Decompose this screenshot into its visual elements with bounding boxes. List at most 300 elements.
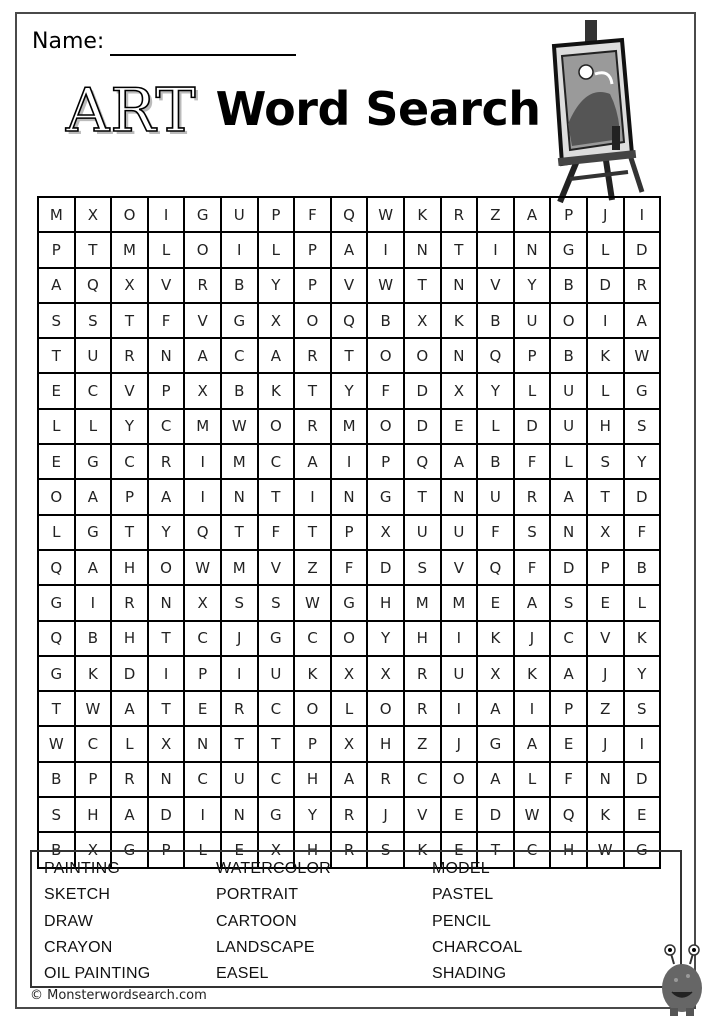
grid-cell[interactable]: N: [588, 763, 625, 798]
grid-cell[interactable]: Z: [405, 727, 442, 762]
grid-cell[interactable]: F: [332, 551, 369, 586]
grid-cell[interactable]: T: [259, 727, 296, 762]
grid-cell[interactable]: A: [185, 339, 222, 374]
grid-cell[interactable]: L: [515, 763, 552, 798]
grid-cell[interactable]: K: [478, 622, 515, 657]
grid-cell[interactable]: A: [149, 480, 186, 515]
grid-cell[interactable]: Q: [76, 269, 113, 304]
grid-cell[interactable]: E: [478, 586, 515, 621]
grid-cell[interactable]: F: [551, 763, 588, 798]
grid-cell[interactable]: A: [112, 692, 149, 727]
grid-cell[interactable]: D: [368, 551, 405, 586]
grid-cell[interactable]: I: [149, 657, 186, 692]
grid-cell[interactable]: K: [405, 833, 442, 868]
grid-cell[interactable]: Y: [112, 410, 149, 445]
grid-cell[interactable]: D: [478, 798, 515, 833]
grid-cell[interactable]: R: [625, 269, 662, 304]
grid-cell[interactable]: R: [149, 445, 186, 480]
grid-cell[interactable]: B: [76, 622, 113, 657]
grid-cell[interactable]: W: [185, 551, 222, 586]
grid-cell[interactable]: I: [478, 233, 515, 268]
grid-cell[interactable]: V: [442, 551, 479, 586]
grid-cell[interactable]: O: [551, 304, 588, 339]
grid-cell[interactable]: S: [588, 445, 625, 480]
grid-cell[interactable]: D: [551, 551, 588, 586]
grid-cell[interactable]: K: [295, 657, 332, 692]
grid-cell[interactable]: L: [588, 233, 625, 268]
grid-cell[interactable]: J: [588, 657, 625, 692]
grid-cell[interactable]: N: [442, 269, 479, 304]
grid-cell[interactable]: S: [515, 516, 552, 551]
grid-cell[interactable]: T: [405, 480, 442, 515]
grid-cell[interactable]: C: [222, 339, 259, 374]
grid-cell[interactable]: D: [625, 763, 662, 798]
grid-cell[interactable]: E: [442, 798, 479, 833]
grid-cell[interactable]: X: [442, 374, 479, 409]
grid-cell[interactable]: Q: [551, 798, 588, 833]
grid-cell[interactable]: Q: [478, 551, 515, 586]
grid-cell[interactable]: U: [515, 304, 552, 339]
grid-cell[interactable]: I: [185, 445, 222, 480]
grid-cell[interactable]: Y: [625, 445, 662, 480]
grid-cell[interactable]: A: [625, 304, 662, 339]
grid-cell[interactable]: Y: [259, 269, 296, 304]
grid-cell[interactable]: P: [588, 551, 625, 586]
grid-cell[interactable]: I: [625, 198, 662, 233]
grid-cell[interactable]: V: [332, 269, 369, 304]
grid-cell[interactable]: H: [76, 798, 113, 833]
grid-cell[interactable]: E: [442, 410, 479, 445]
grid-cell[interactable]: Y: [332, 374, 369, 409]
grid-cell[interactable]: L: [625, 586, 662, 621]
grid-cell[interactable]: K: [625, 622, 662, 657]
grid-cell[interactable]: R: [295, 410, 332, 445]
grid-cell[interactable]: H: [295, 833, 332, 868]
grid-cell[interactable]: L: [39, 410, 76, 445]
grid-cell[interactable]: R: [442, 198, 479, 233]
grid-cell[interactable]: G: [76, 516, 113, 551]
grid-cell[interactable]: G: [478, 727, 515, 762]
grid-cell[interactable]: P: [551, 198, 588, 233]
grid-cell[interactable]: U: [478, 480, 515, 515]
grid-cell[interactable]: B: [625, 551, 662, 586]
grid-cell[interactable]: K: [76, 657, 113, 692]
grid-cell[interactable]: X: [259, 833, 296, 868]
grid-cell[interactable]: L: [112, 727, 149, 762]
grid-cell[interactable]: O: [39, 480, 76, 515]
grid-cell[interactable]: K: [588, 339, 625, 374]
grid-cell[interactable]: S: [625, 410, 662, 445]
grid-cell[interactable]: G: [551, 233, 588, 268]
grid-cell[interactable]: W: [625, 339, 662, 374]
grid-cell[interactable]: L: [259, 233, 296, 268]
grid-cell[interactable]: S: [625, 692, 662, 727]
grid-cell[interactable]: R: [222, 692, 259, 727]
grid-cell[interactable]: W: [515, 798, 552, 833]
grid-cell[interactable]: X: [478, 657, 515, 692]
grid-cell[interactable]: S: [259, 586, 296, 621]
grid-cell[interactable]: K: [515, 657, 552, 692]
grid-cell[interactable]: S: [405, 551, 442, 586]
grid-cell[interactable]: F: [625, 516, 662, 551]
grid-cell[interactable]: K: [259, 374, 296, 409]
grid-cell[interactable]: I: [222, 233, 259, 268]
grid-cell[interactable]: P: [112, 480, 149, 515]
grid-cell[interactable]: B: [39, 833, 76, 868]
grid-cell[interactable]: X: [185, 374, 222, 409]
grid-cell[interactable]: W: [368, 198, 405, 233]
grid-cell[interactable]: R: [368, 763, 405, 798]
grid-cell[interactable]: G: [332, 586, 369, 621]
grid-cell[interactable]: I: [332, 445, 369, 480]
grid-cell[interactable]: A: [515, 198, 552, 233]
grid-cell[interactable]: A: [332, 763, 369, 798]
grid-cell[interactable]: R: [515, 480, 552, 515]
grid-cell[interactable]: H: [588, 410, 625, 445]
grid-cell[interactable]: R: [112, 586, 149, 621]
grid-cell[interactable]: N: [332, 480, 369, 515]
grid-cell[interactable]: Q: [332, 304, 369, 339]
grid-cell[interactable]: M: [405, 586, 442, 621]
grid-cell[interactable]: Y: [295, 798, 332, 833]
grid-cell[interactable]: Q: [478, 339, 515, 374]
grid-cell[interactable]: D: [405, 374, 442, 409]
grid-cell[interactable]: X: [76, 198, 113, 233]
grid-cell[interactable]: P: [295, 233, 332, 268]
grid-cell[interactable]: Y: [625, 657, 662, 692]
grid-cell[interactable]: I: [76, 586, 113, 621]
grid-cell[interactable]: N: [185, 727, 222, 762]
grid-cell[interactable]: L: [39, 516, 76, 551]
grid-cell[interactable]: C: [185, 763, 222, 798]
grid-cell[interactable]: W: [295, 586, 332, 621]
grid-cell[interactable]: L: [332, 692, 369, 727]
grid-cell[interactable]: T: [332, 339, 369, 374]
grid-cell[interactable]: A: [112, 798, 149, 833]
grid-cell[interactable]: C: [259, 763, 296, 798]
grid-cell[interactable]: G: [39, 657, 76, 692]
grid-cell[interactable]: J: [442, 727, 479, 762]
grid-cell[interactable]: G: [259, 798, 296, 833]
grid-cell[interactable]: A: [551, 480, 588, 515]
grid-cell[interactable]: T: [478, 833, 515, 868]
grid-cell[interactable]: G: [625, 833, 662, 868]
grid-cell[interactable]: E: [39, 374, 76, 409]
grid-cell[interactable]: X: [185, 586, 222, 621]
grid-cell[interactable]: K: [405, 198, 442, 233]
grid-cell[interactable]: G: [112, 833, 149, 868]
grid-cell[interactable]: N: [222, 798, 259, 833]
grid-cell[interactable]: S: [76, 304, 113, 339]
grid-cell[interactable]: F: [149, 304, 186, 339]
grid-cell[interactable]: P: [368, 445, 405, 480]
grid-cell[interactable]: M: [222, 445, 259, 480]
grid-cell[interactable]: L: [478, 410, 515, 445]
grid-cell[interactable]: M: [39, 198, 76, 233]
grid-cell[interactable]: J: [368, 798, 405, 833]
grid-cell[interactable]: B: [478, 445, 515, 480]
grid-cell[interactable]: G: [259, 622, 296, 657]
grid-cell[interactable]: S: [368, 833, 405, 868]
grid-cell[interactable]: M: [185, 410, 222, 445]
grid-cell[interactable]: O: [368, 339, 405, 374]
grid-cell[interactable]: Z: [588, 692, 625, 727]
grid-cell[interactable]: C: [515, 833, 552, 868]
grid-cell[interactable]: O: [405, 339, 442, 374]
grid-cell[interactable]: W: [76, 692, 113, 727]
grid-cell[interactable]: Q: [405, 445, 442, 480]
grid-cell[interactable]: C: [551, 622, 588, 657]
grid-cell[interactable]: C: [185, 622, 222, 657]
grid-cell[interactable]: Q: [39, 622, 76, 657]
grid-cell[interactable]: N: [149, 339, 186, 374]
grid-cell[interactable]: S: [222, 586, 259, 621]
grid-cell[interactable]: H: [405, 622, 442, 657]
grid-cell[interactable]: I: [295, 480, 332, 515]
grid-cell[interactable]: G: [625, 374, 662, 409]
grid-cell[interactable]: B: [478, 304, 515, 339]
grid-cell[interactable]: G: [76, 445, 113, 480]
grid-cell[interactable]: V: [149, 269, 186, 304]
grid-cell[interactable]: W: [39, 727, 76, 762]
grid-cell[interactable]: M: [112, 233, 149, 268]
grid-cell[interactable]: X: [368, 516, 405, 551]
grid-cell[interactable]: E: [588, 586, 625, 621]
grid-cell[interactable]: H: [112, 551, 149, 586]
grid-cell[interactable]: F: [515, 445, 552, 480]
grid-cell[interactable]: D: [625, 233, 662, 268]
grid-cell[interactable]: G: [368, 480, 405, 515]
grid-cell[interactable]: D: [112, 657, 149, 692]
grid-cell[interactable]: W: [588, 833, 625, 868]
grid-cell[interactable]: X: [259, 304, 296, 339]
grid-cell[interactable]: U: [259, 657, 296, 692]
grid-cell[interactable]: A: [332, 233, 369, 268]
grid-cell[interactable]: N: [222, 480, 259, 515]
grid-cell[interactable]: U: [551, 374, 588, 409]
grid-cell[interactable]: J: [515, 622, 552, 657]
grid-cell[interactable]: X: [332, 727, 369, 762]
grid-cell[interactable]: Q: [185, 516, 222, 551]
grid-cell[interactable]: L: [515, 374, 552, 409]
grid-cell[interactable]: I: [185, 480, 222, 515]
grid-cell[interactable]: I: [515, 692, 552, 727]
grid-cell[interactable]: R: [332, 798, 369, 833]
grid-cell[interactable]: C: [295, 622, 332, 657]
grid-cell[interactable]: H: [368, 586, 405, 621]
grid-cell[interactable]: B: [222, 374, 259, 409]
grid-cell[interactable]: C: [112, 445, 149, 480]
grid-cell[interactable]: T: [405, 269, 442, 304]
grid-cell[interactable]: A: [515, 727, 552, 762]
grid-cell[interactable]: O: [332, 622, 369, 657]
grid-cell[interactable]: P: [295, 727, 332, 762]
grid-cell[interactable]: T: [222, 516, 259, 551]
grid-cell[interactable]: T: [112, 516, 149, 551]
grid-cell[interactable]: D: [625, 480, 662, 515]
grid-cell[interactable]: T: [39, 692, 76, 727]
grid-cell[interactable]: I: [625, 727, 662, 762]
grid-cell[interactable]: A: [295, 445, 332, 480]
grid-cell[interactable]: U: [442, 516, 479, 551]
grid-cell[interactable]: A: [442, 445, 479, 480]
grid-cell[interactable]: A: [478, 763, 515, 798]
grid-cell[interactable]: I: [588, 304, 625, 339]
grid-cell[interactable]: I: [185, 798, 222, 833]
grid-cell[interactable]: H: [551, 833, 588, 868]
grid-cell[interactable]: P: [76, 763, 113, 798]
grid-cell[interactable]: H: [368, 727, 405, 762]
grid-cell[interactable]: K: [442, 304, 479, 339]
grid-cell[interactable]: F: [368, 374, 405, 409]
grid-cell[interactable]: R: [295, 339, 332, 374]
grid-cell[interactable]: X: [149, 727, 186, 762]
grid-cell[interactable]: O: [259, 410, 296, 445]
grid-cell[interactable]: E: [442, 833, 479, 868]
grid-cell[interactable]: B: [39, 763, 76, 798]
grid-cell[interactable]: T: [222, 727, 259, 762]
grid-cell[interactable]: V: [112, 374, 149, 409]
grid-cell[interactable]: L: [149, 233, 186, 268]
grid-cell[interactable]: O: [149, 551, 186, 586]
grid-cell[interactable]: E: [39, 445, 76, 480]
grid-cell[interactable]: C: [76, 374, 113, 409]
grid-cell[interactable]: H: [295, 763, 332, 798]
grid-cell[interactable]: C: [259, 445, 296, 480]
grid-cell[interactable]: B: [222, 269, 259, 304]
grid-cell[interactable]: N: [515, 233, 552, 268]
grid-cell[interactable]: U: [222, 763, 259, 798]
grid-cell[interactable]: F: [478, 516, 515, 551]
grid-cell[interactable]: L: [588, 374, 625, 409]
grid-cell[interactable]: O: [112, 198, 149, 233]
grid-cell[interactable]: P: [149, 374, 186, 409]
grid-cell[interactable]: O: [442, 763, 479, 798]
grid-cell[interactable]: T: [588, 480, 625, 515]
grid-cell[interactable]: G: [185, 198, 222, 233]
grid-cell[interactable]: C: [259, 692, 296, 727]
grid-cell[interactable]: E: [551, 727, 588, 762]
grid-cell[interactable]: G: [39, 586, 76, 621]
grid-cell[interactable]: T: [295, 516, 332, 551]
grid-cell[interactable]: A: [515, 586, 552, 621]
grid-cell[interactable]: C: [405, 763, 442, 798]
grid-cell[interactable]: T: [295, 374, 332, 409]
grid-cell[interactable]: S: [39, 304, 76, 339]
grid-cell[interactable]: C: [149, 410, 186, 445]
grid-cell[interactable]: N: [442, 480, 479, 515]
grid-cell[interactable]: J: [588, 727, 625, 762]
grid-cell[interactable]: Z: [478, 198, 515, 233]
grid-cell[interactable]: V: [405, 798, 442, 833]
grid-cell[interactable]: L: [76, 410, 113, 445]
grid-cell[interactable]: A: [259, 339, 296, 374]
grid-cell[interactable]: I: [222, 657, 259, 692]
grid-cell[interactable]: U: [405, 516, 442, 551]
grid-cell[interactable]: M: [222, 551, 259, 586]
grid-cell[interactable]: T: [149, 622, 186, 657]
grid-cell[interactable]: P: [149, 833, 186, 868]
grid-cell[interactable]: P: [259, 198, 296, 233]
grid-cell[interactable]: R: [405, 657, 442, 692]
grid-cell[interactable]: L: [551, 445, 588, 480]
grid-cell[interactable]: B: [368, 304, 405, 339]
grid-cell[interactable]: X: [405, 304, 442, 339]
grid-cell[interactable]: F: [295, 198, 332, 233]
grid-cell[interactable]: B: [551, 339, 588, 374]
grid-cell[interactable]: V: [588, 622, 625, 657]
grid-cell[interactable]: I: [368, 233, 405, 268]
grid-cell[interactable]: T: [259, 480, 296, 515]
grid-cell[interactable]: N: [551, 516, 588, 551]
grid-cell[interactable]: Y: [515, 269, 552, 304]
grid-cell[interactable]: E: [222, 833, 259, 868]
grid-cell[interactable]: U: [551, 410, 588, 445]
grid-cell[interactable]: W: [222, 410, 259, 445]
grid-cell[interactable]: X: [588, 516, 625, 551]
grid-cell[interactable]: D: [405, 410, 442, 445]
grid-cell[interactable]: Y: [149, 516, 186, 551]
grid-cell[interactable]: I: [442, 622, 479, 657]
grid-cell[interactable]: I: [442, 692, 479, 727]
grid-cell[interactable]: P: [551, 692, 588, 727]
grid-cell[interactable]: G: [222, 304, 259, 339]
grid-cell[interactable]: V: [185, 304, 222, 339]
grid-cell[interactable]: V: [478, 269, 515, 304]
grid-cell[interactable]: K: [588, 798, 625, 833]
grid-cell[interactable]: C: [76, 727, 113, 762]
grid-cell[interactable]: X: [112, 269, 149, 304]
grid-cell[interactable]: D: [149, 798, 186, 833]
grid-cell[interactable]: F: [515, 551, 552, 586]
grid-cell[interactable]: P: [332, 516, 369, 551]
grid-cell[interactable]: A: [551, 657, 588, 692]
grid-cell[interactable]: O: [295, 304, 332, 339]
grid-cell[interactable]: O: [295, 692, 332, 727]
grid-cell[interactable]: L: [185, 833, 222, 868]
grid-cell[interactable]: S: [39, 798, 76, 833]
grid-cell[interactable]: N: [442, 339, 479, 374]
grid-cell[interactable]: V: [259, 551, 296, 586]
grid-cell[interactable]: Q: [332, 198, 369, 233]
grid-cell[interactable]: P: [185, 657, 222, 692]
grid-cell[interactable]: Y: [478, 374, 515, 409]
grid-cell[interactable]: R: [112, 763, 149, 798]
grid-cell[interactable]: J: [222, 622, 259, 657]
grid-cell[interactable]: O: [368, 410, 405, 445]
grid-cell[interactable]: N: [149, 763, 186, 798]
grid-cell[interactable]: T: [112, 304, 149, 339]
grid-cell[interactable]: R: [112, 339, 149, 374]
grid-cell[interactable]: X: [332, 657, 369, 692]
grid-cell[interactable]: N: [149, 586, 186, 621]
grid-cell[interactable]: H: [112, 622, 149, 657]
grid-cell[interactable]: F: [259, 516, 296, 551]
grid-cell[interactable]: U: [76, 339, 113, 374]
grid-cell[interactable]: U: [442, 657, 479, 692]
grid-cell[interactable]: A: [39, 269, 76, 304]
grid-cell[interactable]: E: [185, 692, 222, 727]
grid-cell[interactable]: J: [588, 198, 625, 233]
grid-cell[interactable]: T: [442, 233, 479, 268]
grid-cell[interactable]: A: [76, 551, 113, 586]
grid-cell[interactable]: M: [442, 586, 479, 621]
grid-cell[interactable]: D: [588, 269, 625, 304]
grid-cell[interactable]: E: [625, 798, 662, 833]
grid-cell[interactable]: R: [332, 833, 369, 868]
grid-cell[interactable]: D: [515, 410, 552, 445]
grid-cell[interactable]: B: [551, 269, 588, 304]
